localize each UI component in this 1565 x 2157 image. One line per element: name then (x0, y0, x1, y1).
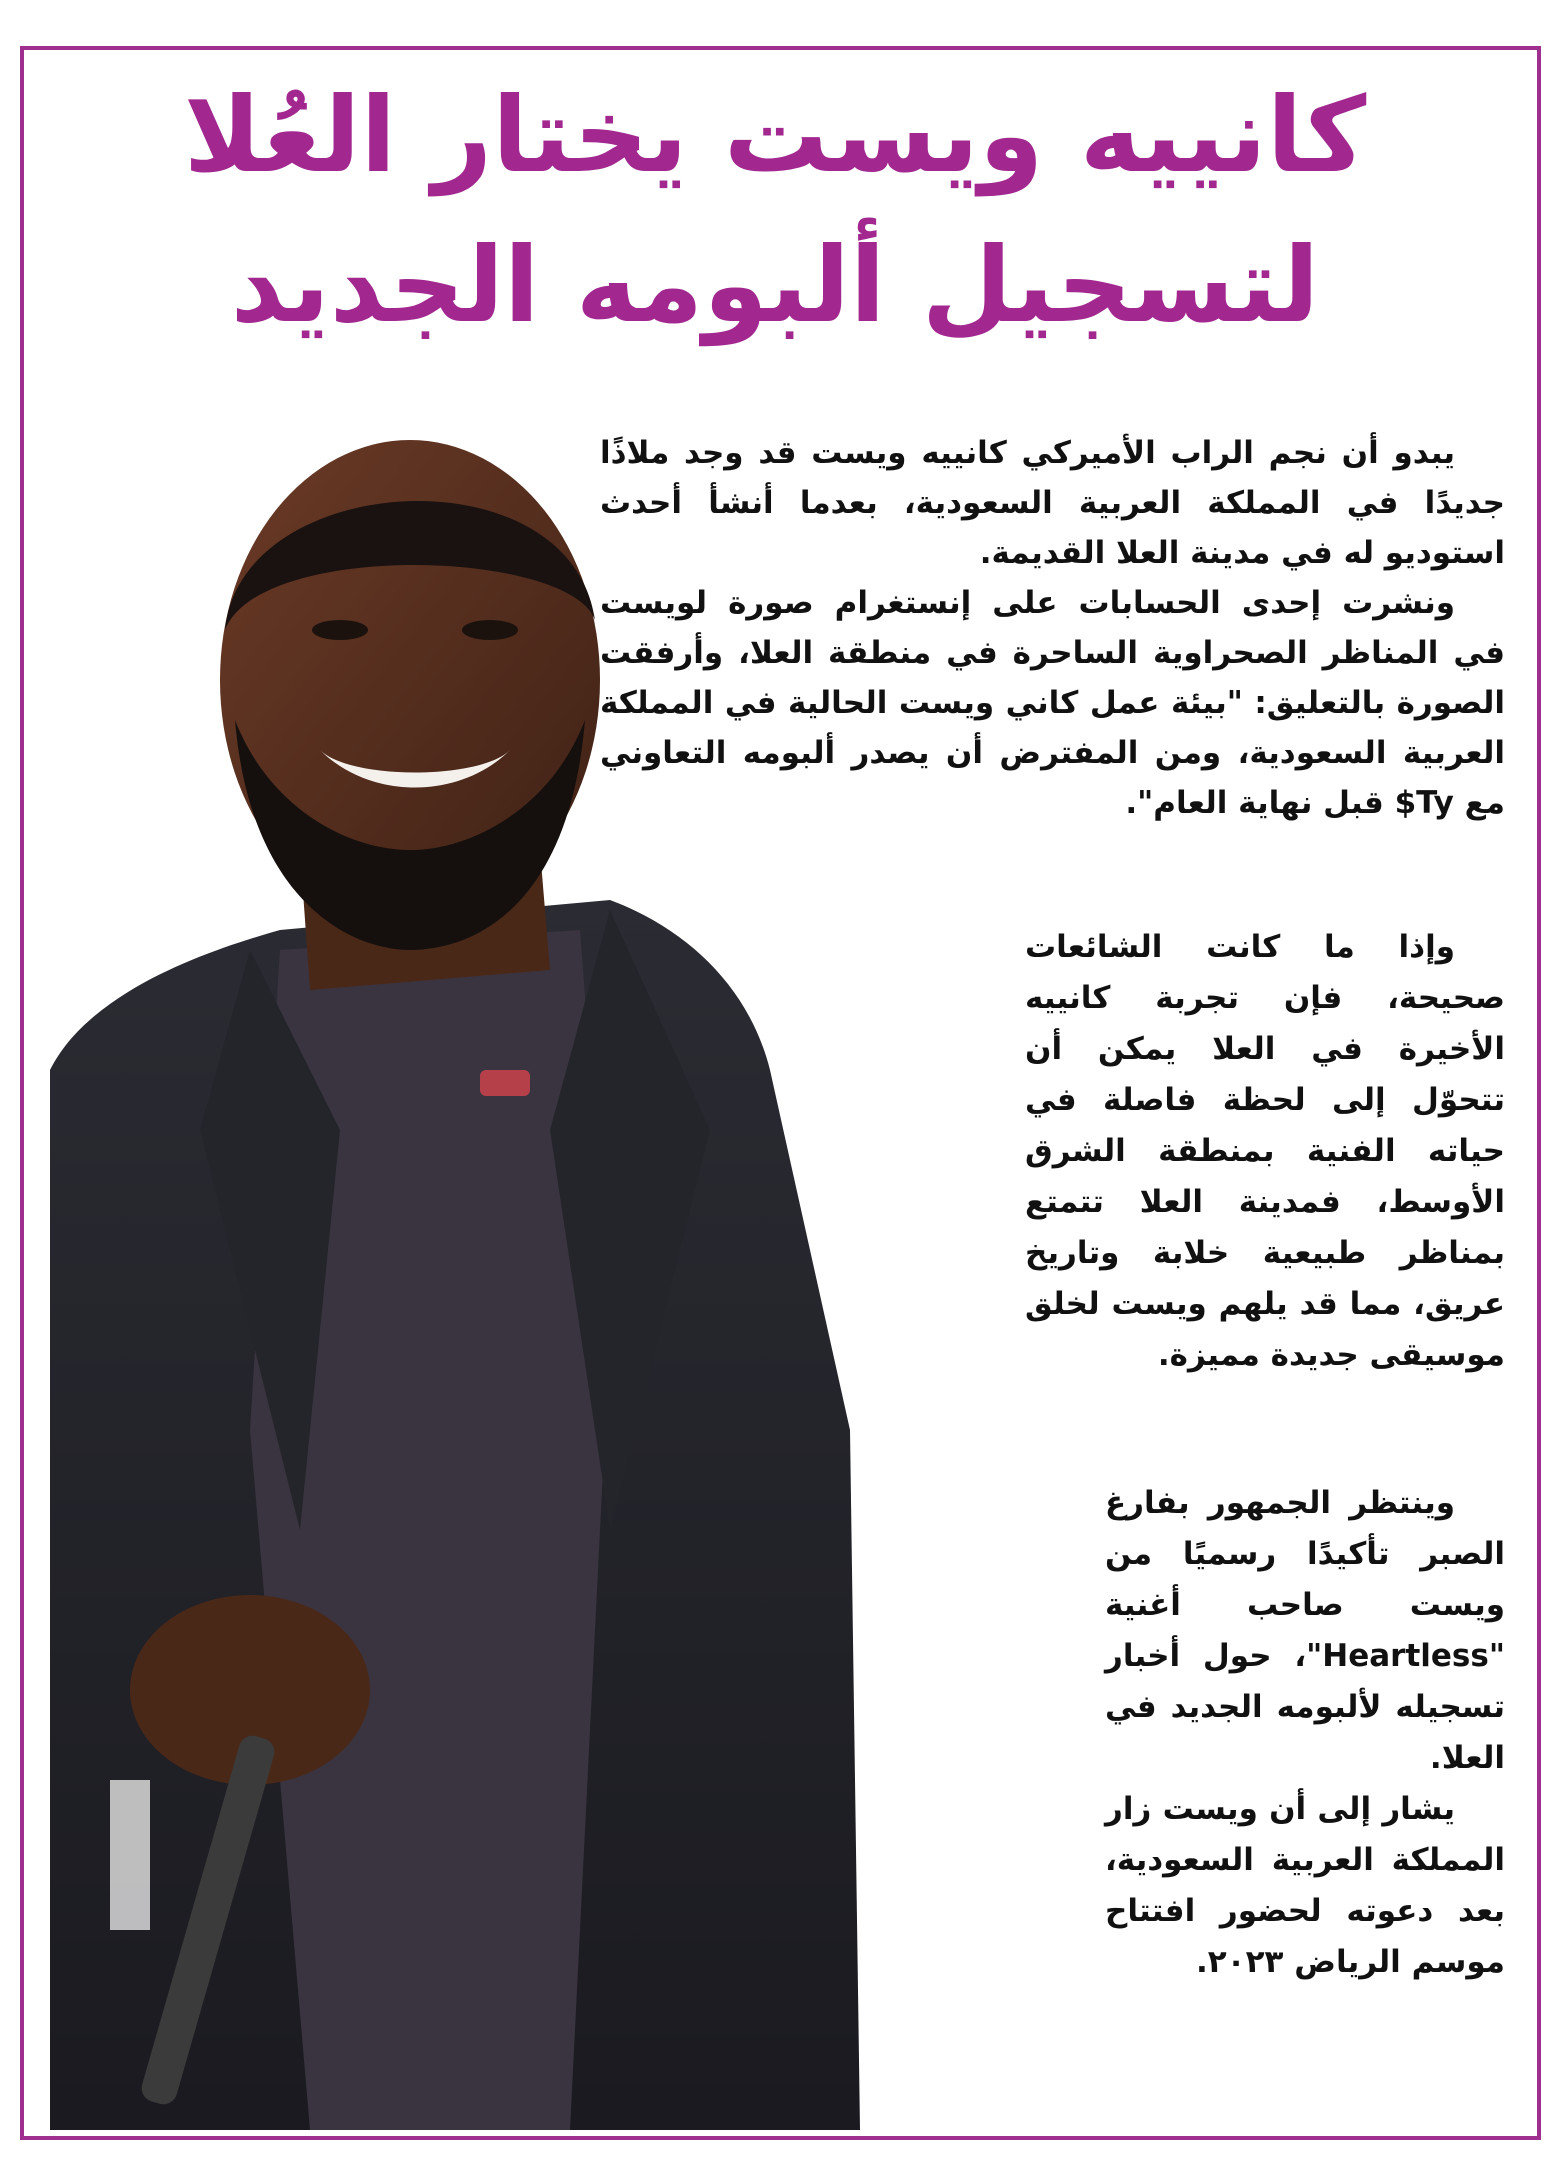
article-paragraph-5: يشار إلى أن ويست زار المملكة العربية السعودية، بعد دعوته لحضور افتتاح موسم الرياض ٢٠٢٣. (1105, 1791, 1505, 1980)
article-block-bottom (1105, 1478, 1505, 1988)
article-block-middle (1025, 922, 1505, 1381)
article-paragraph-1: يبدو أن نجم الراب الأميركي كانييه ويست قد وجد ملاذًا جديدًا في المملكة العربية السعودية، بعدما أنشأ أحدث استوديو له في مدينة العلا القديمة. (600, 435, 1505, 571)
article-paragraph-3: وإذا ما كانت الشائعات صحيحة، فإن تجربة كانييه الأخيرة في العلا يمكن أن تتحوّل إلى لحظة فاصلة في حياته الفنية بمنطقة الشرق الأوسط، فمدينة العلا تتمتع بمناظر طبيعية خلابة وتاريخ عريق، مما قد يلهم ويست لخلق موسيقى جديدة مميزة. (1025, 929, 1505, 1373)
article-paragraph-4: وينتظر الجمهور بفارغ الصبر تأكيدًا رسميًا من ويست صاحب أغنية "Heartless"، حول أخبار تسجيله لألبومه الجديد في العلا. (1105, 1485, 1505, 1776)
article-paragraph-2: ونشرت إحدى الحسابات على إنستغرام صورة لويست في المناظر الصحراوية الساحرة في منطقة العلا، وأرفقت الصورة بالتعليق: "بيئة عمل كاني ويست الحالية في المملكة العربية السعودية، ومن المفترض أن يصدر ألبومه التعاوني مع Ty$ قبل نهاية العام". (600, 585, 1505, 821)
headline-line-1: كانييه ويست يختار العُلا (183, 74, 1367, 196)
article-block-top (600, 428, 1505, 828)
headline-line-2: لتسجيل ألبومه الجديد (230, 224, 1320, 346)
headline (40, 60, 1510, 360)
